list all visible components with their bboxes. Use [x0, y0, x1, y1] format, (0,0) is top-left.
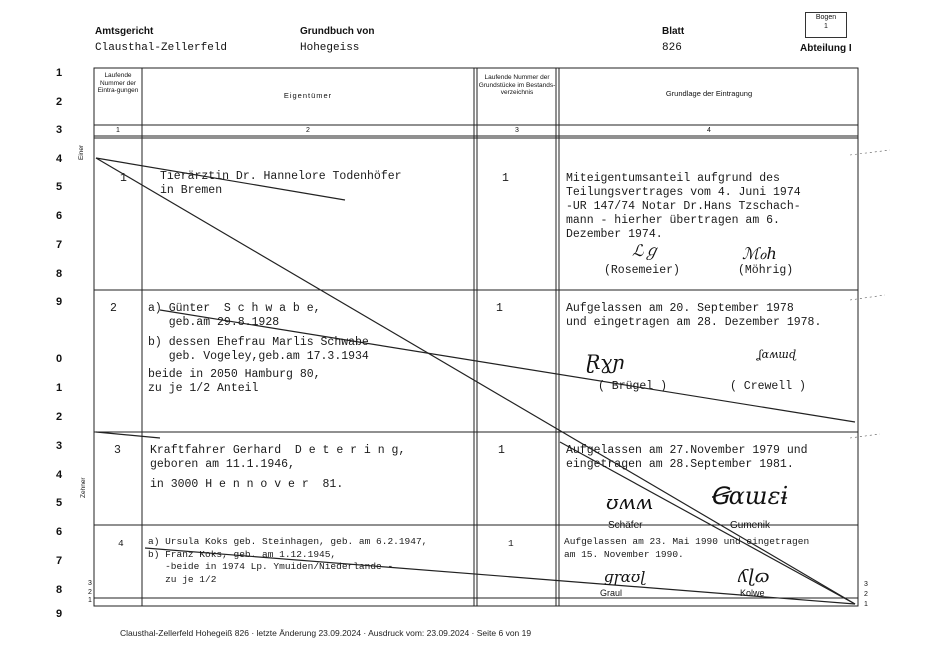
zehner-label: Zehner: [80, 477, 87, 498]
entry3-owner-c: in 3000 H e n n o v e r 81.: [150, 478, 344, 491]
margin-num: 8: [56, 268, 63, 280]
margin-num: 6: [56, 210, 63, 222]
entry3-sign1: Schäfer: [608, 520, 643, 531]
right-side-numerals: [864, 580, 868, 610]
entry1-sign2: (Möhrig): [738, 264, 794, 277]
footer-text: Clausthal-Zellerfeld Hohegeiß 826 · letzte Änderung 23.09.2024 · Ausdruck vom: 23.09.2024 · Seite 6 von 19: [120, 628, 532, 638]
margin-num: 5: [56, 497, 63, 509]
court-label: Amtsgericht: [95, 26, 154, 37]
entry4-signature1: ɡɼɑʊɭ: [604, 568, 646, 586]
entry2-sign1: ( Brügel ): [598, 380, 668, 393]
entry3-basis: Aufgelassen am 27.November 1979 und eingetragen am 28.September 1981.: [566, 444, 808, 471]
entry4-parcel: 1: [508, 538, 514, 549]
col3-head: Laufende Nummer der Grundstücke im Bestands-verzeichnis: [478, 74, 556, 96]
entry4-sign1: Graul: [600, 588, 623, 598]
entry2-nr: 2: [110, 302, 117, 315]
entry2-owner-b: b) dessen Ehefrau Marlis Schwabe geb. Vogeley,geb.am 17.3.1934: [148, 336, 369, 363]
side-num: 1: [864, 601, 868, 608]
entry2-signature1: Ɽɣɲ: [585, 350, 625, 374]
entry4-owner: a) Ursula Koks geb. Steinhagen, geb. am 6.2.1947, b) Franz Koks, geb. am 1.12.1945, -beide in 1974 Lp. Ymuiden/Niederlande - zu je 1/2: [148, 536, 428, 585]
entry2-parcel: 1: [496, 302, 503, 315]
entry1-owner: Tierärztin Dr. Hannelore Todenhöfer in Bremen: [160, 170, 402, 197]
col4-num: 4: [707, 127, 711, 134]
side-num: 2: [88, 588, 92, 596]
margin-num: 1: [56, 67, 63, 79]
left-side-numerals: [88, 580, 92, 606]
bogen-value: 1: [824, 23, 828, 30]
entry3-nr: 3: [114, 444, 121, 457]
col2-num: 2: [306, 127, 310, 134]
margin-num: 7: [56, 555, 63, 567]
margin-num: 2: [56, 411, 63, 423]
margin-num: 5: [56, 181, 63, 193]
entry1-signature1: ℒℊ: [632, 241, 660, 260]
margin-num: 8: [56, 584, 63, 596]
bogen-label: Bogen: [815, 14, 837, 21]
col4-head: Grundlage der Eintragung: [665, 89, 753, 98]
col1-head: Laufende Nummer der Eintra-gungen: [97, 72, 139, 94]
margin-num: 3: [56, 440, 63, 452]
margin-num: 2: [56, 96, 63, 108]
entry1-sign1: (Rosemeier): [604, 264, 680, 277]
entry3-signature2: Ꞡɑɯɛɨ: [710, 482, 789, 510]
side-num: 1: [88, 597, 92, 604]
entry4-basis: Aufgelassen am 23. Mai 1990 und eingetragen am 15. November 1990.: [564, 536, 810, 560]
margin-num: 9: [56, 296, 63, 308]
entry2-owner-a: a) Günter S c h w a b e, geb.am 29.8.1928: [148, 302, 321, 329]
register-label: Grundbuch von: [300, 26, 375, 37]
entry3-signature1: ʊʍʍ: [606, 490, 653, 514]
entry4-signature2: ʎɭɷ: [738, 566, 770, 587]
entry2-basis: Aufgelassen am 20. September 1978 und eingetragen am 28. Dezember 1978.: [566, 302, 822, 329]
entry3-sign2: Gumenik: [730, 520, 771, 531]
margin-num: 4: [56, 153, 63, 165]
court-value: Clausthal-Zellerfeld: [95, 42, 228, 54]
margin-num: 9: [56, 608, 63, 620]
margin-num: 1: [56, 382, 63, 394]
margin-num: 3: [56, 124, 63, 136]
col3-num: 3: [515, 127, 519, 134]
entry1-parcel: 1: [502, 172, 509, 185]
margin-num: 0: [56, 353, 63, 365]
sheet-label: Blatt: [662, 26, 685, 37]
entry3-parcel: 1: [498, 444, 505, 457]
side-num: 2: [864, 591, 868, 598]
entry2-signature2: ʆɑʍɯɖ: [758, 348, 796, 361]
side-num: 3: [864, 581, 868, 588]
einer-label: Einer: [78, 144, 85, 160]
margin-num: 6: [56, 526, 63, 538]
entry2-sign2: ( Crewell ): [730, 380, 806, 393]
entry2-owner-c: beide in 2050 Hamburg 80, zu je 1/2 Anteil: [148, 368, 321, 395]
col1-num: 1: [116, 127, 120, 134]
side-num: 3: [88, 580, 92, 587]
entry1-basis: Miteigentumsanteil aufgrund des Teilungsvertrages vom 4. Juni 1974 -UR 147/74 Notar Dr.Hans Tzschach- mann - hierher übertragen am 6. Dezember 1974.: [566, 172, 801, 241]
entry3-owner: Kraftfahrer Gerhard D e t e r i n g, geboren am 11.1.1946,: [150, 444, 406, 471]
register-value: Hohegeiss: [300, 42, 360, 54]
entry1-nr: 1: [120, 172, 127, 185]
entry1-signature2: ℳℴℎ: [742, 244, 777, 263]
entry4-sign2: Kolwe: [740, 588, 765, 598]
entry4-nr: 4: [118, 538, 124, 549]
section-label: Abteilung I: [800, 43, 852, 54]
margin-num: 7: [56, 239, 63, 251]
margin-num: 4: [56, 469, 63, 481]
sheet-value: 826: [662, 42, 682, 54]
col2-head: Eigentümer: [283, 91, 333, 100]
